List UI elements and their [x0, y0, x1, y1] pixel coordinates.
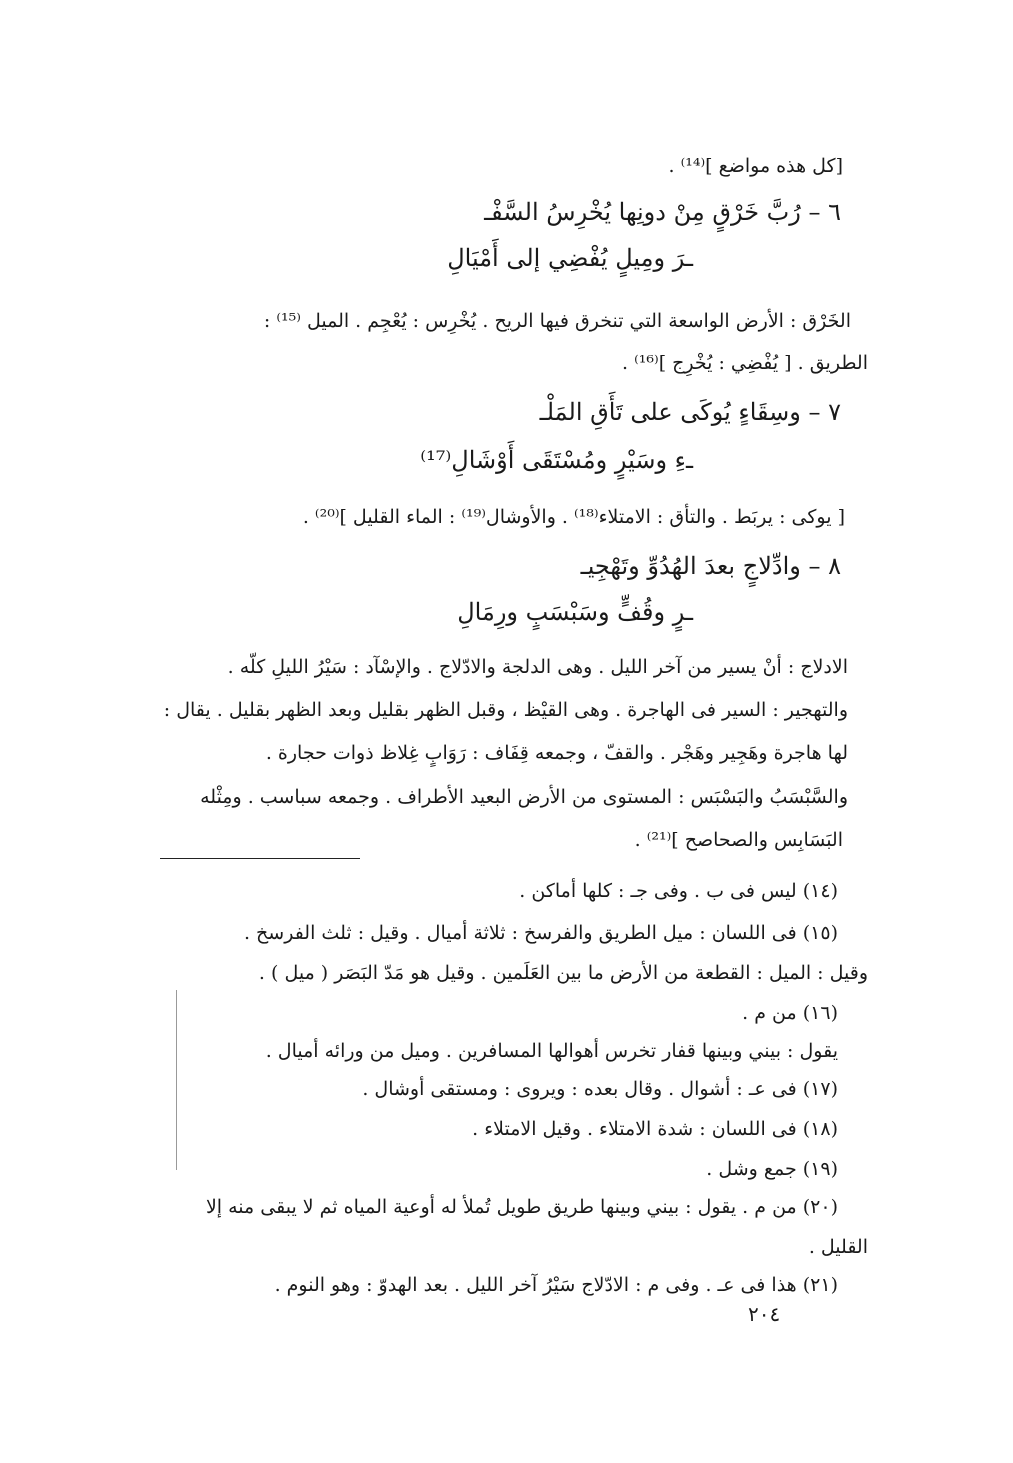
footnote: (٢١) هذا فى عـ . وفى م : الادّلاج سَيْرُ آخر الليل . بعد الهدوّ : وهو النوم . — [274, 1274, 838, 1296]
footnote: (١٩) جمع وشل . — [706, 1158, 838, 1180]
verse-7-second-hemistich: ـءِ وسَيْرٍ ومُسْتَقَى أَوْشَالِ⁽¹⁷⁾ — [420, 446, 693, 474]
verse-6-second-hemistich: ـرَ ومِيلٍ يُفْضِي إلى أَمْيَالِ — [447, 244, 693, 272]
verse-6-first-hemistich: ٦ – رُبَّ خَرْقٍ مِنْ دونِها يُخْرِسُ السَّفْـ — [484, 198, 841, 226]
footnote: (٢٠) من م . يقول : بيني وبينها طريق طويل تُملأ له أوعية المياه ثم لا يبقى منه إلا — [205, 1196, 838, 1218]
footnote: (١٧) فى عـ : أشوال . وقال بعده : ويروى : ومستقى أوشال . — [362, 1078, 838, 1100]
page-number: ٢٠٤ — [748, 1302, 781, 1326]
verse-8-first-hemistich: ٨ – وادِّلاجٍ بعدَ الهُدُوِّ وتَهْجِيـ — [580, 552, 841, 580]
commentary-line: البَسَابِس والصحاصح ]⁽²¹⁾ . — [634, 829, 843, 851]
footnote: يقول : بيني وبينها قفار تخرس أهوالها المسافرين . وميل من ورائه أميال . — [265, 1040, 838, 1062]
verse-7-first-hemistich: ٧ – وسِقَاءٍ يُوكَى على تَأَقِ المَلْـ — [539, 398, 841, 426]
footnote: وقيل : الميل : القطعة من الأرض ما بين العَلَمين . وقيل هو مَدّ البَصَر ( ميل ) . — [258, 962, 868, 984]
commentary-line: الطريق . [ يُفْضِي : يُخْرِج ]⁽¹⁶⁾ . — [622, 352, 868, 374]
commentary-line: الادلاج : أنْ يسير من آخر الليل . وهى الدلجة والادّلاج . والإسْآد : سَيْرُ الليلِ كلّه . — [227, 656, 848, 678]
commentary-line: [ يوكى : يربَط . والتأق : الامتلاء⁽¹⁸⁾ . والأوشال⁽¹⁹⁾ : الماء القليل ]⁽²⁰⁾ . — [302, 506, 845, 528]
footnote: (١٨) فى اللسان : شدة الامتلاء . وقيل الامتلاء . — [472, 1118, 838, 1140]
footnote: (١٥) فى اللسان : ميل الطريق والفرسخ : ثلاثة أميال . وقيل : ثلث الفرسخ . — [243, 922, 838, 944]
footnote: (١٤) ليس فى ب . وفى جـ : كلها أماكن . — [519, 880, 838, 902]
commentary-line: والتهجير : السير فى الهاجرة . وهى القيْظ ، وقبل الظهر بقليل وبعد الظهر بقليل . يقال : — [163, 699, 848, 721]
text-line: [كل هذه مواضع ]⁽¹⁴⁾ . — [668, 155, 843, 177]
commentary-line: الخَرْق : الأرض الواسعة التي تنخرق فيها الريح . يُخْرِس : يُعْجِم . الميل ⁽¹⁵⁾ : — [263, 310, 851, 332]
scan-margin-line — [176, 990, 177, 1170]
commentary-line: لها هاجرة وهَجِير وهَجْر . والقفّ ، وجمعه قِفَاف : رَوَابٍ غِلاظ ذوات حجارة . — [265, 742, 848, 764]
commentary-line: والسَّبْسَبُ والبَسْبَس : المستوى من الأرض البعيد الأطراف . وجمعه سباسب . ومِثْله — [200, 786, 848, 808]
footnote: القليل . — [808, 1236, 868, 1258]
footnote-separator — [160, 858, 360, 859]
verse-8-second-hemistich: ـرٍ وقُفٍّ وسَبْسَبٍ ورِمَالِ — [457, 598, 693, 626]
footnote: (١٦) من م . — [742, 1002, 838, 1024]
